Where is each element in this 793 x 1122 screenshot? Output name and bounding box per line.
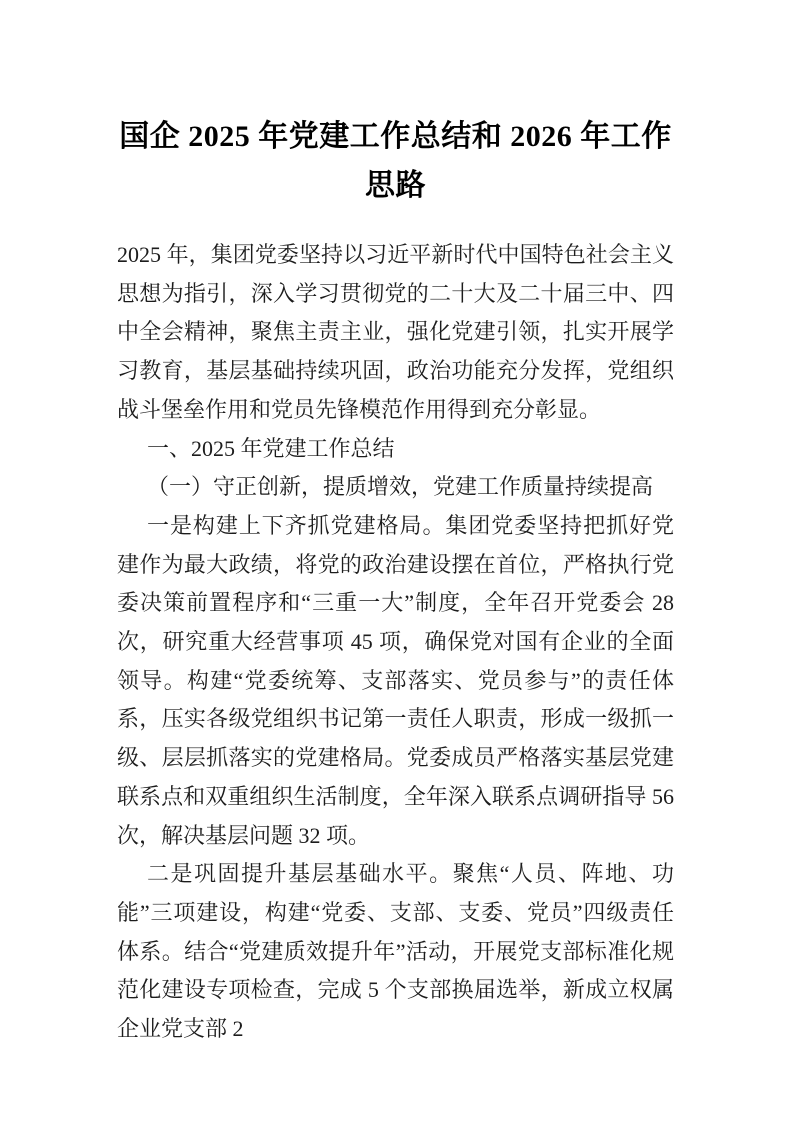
body-paragraph-2: 二是巩固提升基层基础水平。聚焦“人员、阵地、功能”三项建设，构建“党委、支部、支委、党员”四级责任体系。结合“党建质效提升年”活动，开展党支部标准化规范化建设专项检查，完成 5 个支部换届选举，新成立权属企业党支部 2 [117, 861, 674, 1042]
document-title: 国企 2025 年党建工作总结和 2026 年工作思路 [119, 120, 672, 202]
subsection-heading: （一）守正创新，提质增效，党建工作质量持续提高 [147, 474, 654, 500]
section-heading: 一、2025 年党建工作总结 [147, 435, 395, 461]
intro-paragraph: 2025 年，集团党委坚持以习近平新时代中国特色社会主义思想为指引，深入学习贯彻党的二十大及二十届三中、四中全会精神，聚焦主责主业，强化党建引领，扎实开展学习教育，基层基础持续巩固，政治功能充分发挥，党组织战斗堡垒作用和党员先锋模范作用得到充分彰显。 [117, 242, 674, 422]
body-paragraph-1: 一是构建上下齐抓党建格局。集团党委坚持把抓好党建作为最大政绩，将党的政治建设摆在首位，严格执行党委决策前置程序和“三重一大”制度，全年召开党委会 28 次，研究重大经营事项 45 项，确保党对国有企业的全面领导。构建“党委统筹、支部落实、党员参与”的责任体系，压实各级党组织书记第一责任人职责，形成一级抓一级、层层抓落实的党建格局。党委成员严格落实基层党建联系点和双重组织生活制度，全年深入联系点调研指导 56 次，解决基层问题 32 项。 [117, 512, 674, 848]
